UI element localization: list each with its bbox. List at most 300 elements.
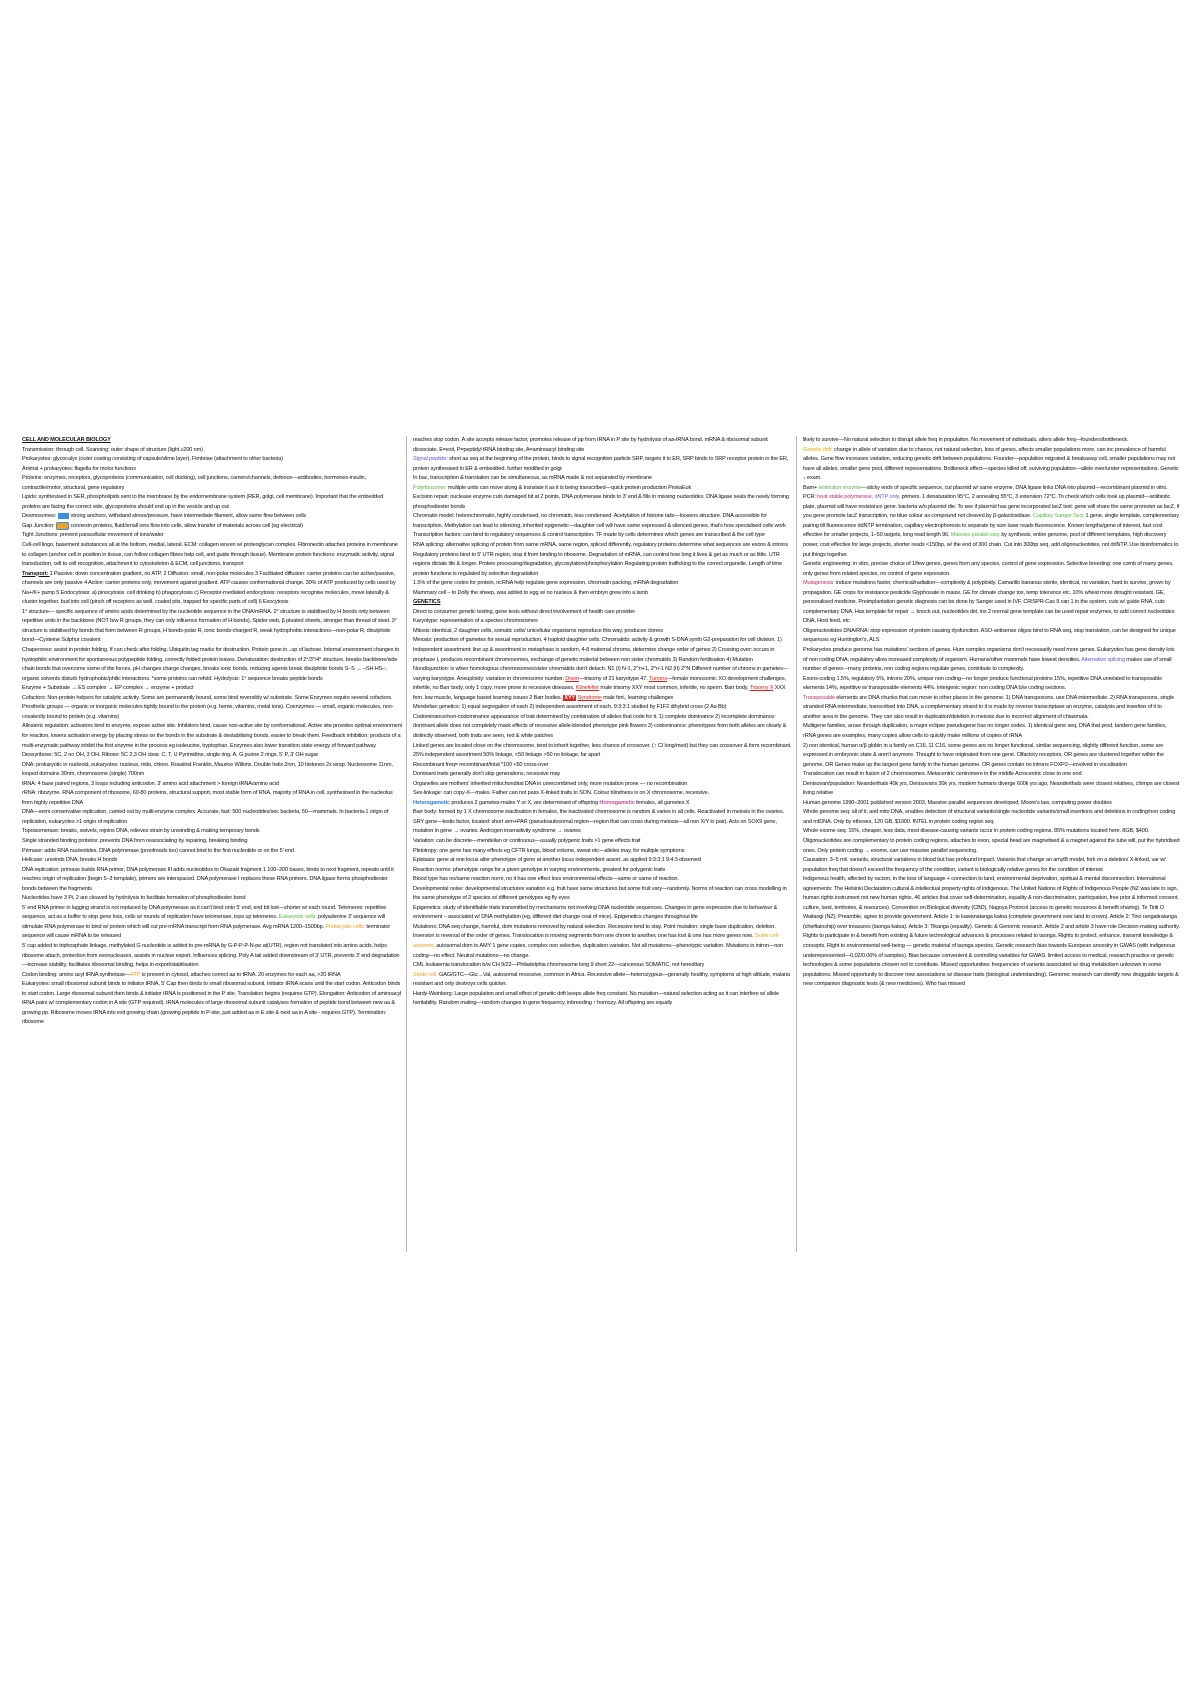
note-paragraph (413, 636, 792, 665)
note-b-text: Hardy-Weinberg: (413, 990, 455, 997)
note-b-text: Recombinant freq= recombinant/total *100 <50 cross-over (413, 761, 549, 768)
note-text: Large population and small effect of genetic drift keeps allele freq constant. No mutation—natural selection acting as it can interfere w/ allele heritability. Random mating—random changes in gene frequency, inbreeding ↑ homozy. All offspring are equally (413, 990, 779, 1007)
note-b-text: polygenic (557, 837, 581, 844)
note-paragraph (22, 837, 402, 847)
note-text: unwinds DNA, breaks H bonds (43, 857, 118, 864)
note-text: ribozyme. RNA component of ribosome, 60-80 proteins, structural support, most stable form of RNA, majority of RNA in cell, synthesised in the nucleolus from highly repetitive DNA (22, 790, 393, 806)
note-b-text: Acrocentric (1015, 771, 1042, 778)
note-paragraph (803, 627, 1180, 646)
note-paragraph (803, 856, 1180, 875)
note-c-orange-text: Sickle cell anaemia: (413, 933, 778, 949)
note-text: —trisomy of 21 karyotype 47. (578, 675, 649, 682)
note-c-red-text: Turners (648, 675, 667, 682)
note-text: production of gametes for sexual reproduction, 4 haploid daughter cells. Chromatids: activity & growth S-DNA synth G2-preparation for cell division. (433, 637, 778, 644)
note-paragraph (22, 474, 402, 493)
note-u-text: Topoisomerase: (22, 828, 60, 835)
note-paragraph (413, 627, 792, 637)
note-u-text: RNA splicing: (413, 542, 445, 549)
note-h-text: GENETICS (413, 599, 441, 606)
note-text: repetitive sequence, act as a buffer to stop gene loss, cells w/ rounds of replication have telomerase, tops up telomeres. (22, 904, 387, 921)
note-u-text: Feedback inhibition: (321, 732, 369, 739)
note-text: 5' end RNA primer in lagging strand is not replaced by DNA polymerase as it can't bind onto 5' end, end bit lost—shorter w/ each round. (22, 904, 338, 911)
note-u-text: Passive: (53, 570, 74, 577)
note-paragraph (413, 761, 792, 771)
note-text: Translocation can result in fusion of 2 chromosomes. (803, 771, 928, 778)
note-b-text: Prosthetic groups (22, 704, 63, 711)
note-u-text: Primase: (22, 847, 43, 854)
note-paragraph (803, 799, 1180, 809)
note-text: down concentration gradient, no ATP. 2 (73, 570, 168, 577)
note-text: INTEL in protein coding region seq. (912, 818, 995, 825)
note-paragraph (22, 808, 402, 827)
note-text: Non-protein helpers for catalytic activity. Some are permanently bound, some bind reversibly w/ substrate. Some Enzymes require several cofactors. (47, 694, 393, 701)
note-b-text: 5' cap added (22, 942, 54, 949)
note-u-text: Endocytosis: (60, 589, 91, 596)
note-b-text: 11nm (378, 761, 392, 768)
note-b-text: Codon binding: (22, 971, 59, 978)
note-c-magenta-text: heat stable polymerase, (817, 494, 874, 501)
note-text: one gene has many effects eg CFTR lungs, blood volume, sweat etc—alleles may, for multiple symptoms (439, 847, 685, 854)
note-h-text: CELL AND MOLECULAR BIOLOGY (22, 437, 111, 443)
note-u-text: Causation: (803, 857, 829, 864)
note-text: DNA—semi conservative replication, carried out by multi-enzyme complex. Accurate, fast: 500 nucleotides/sec bacteria, 50—mammals. In bacteria-1 origin of replication, eukaryotes >1 origin of replication (22, 809, 389, 825)
note-u-text: Genetic engineering: (803, 561, 852, 568)
note-paragraph (413, 579, 792, 589)
note-paragraph (413, 990, 792, 1009)
note-text: , 10 histones 2x wrap. Nucleosome (294, 761, 379, 768)
note-b-text: Aneuploidy: (456, 675, 485, 682)
note-b-text: Meiosis: (413, 637, 434, 644)
note-paragraph (22, 446, 402, 456)
note-b-text: FOXP2 (1050, 761, 1068, 768)
note-text: 1 gene, single template, complementary pairing till fluorescence ddNTP termination, capillary electrophoresis to separate by size laser reads fluorescence. Known lengths/gene of interest, fast cost effective for smaller projects, 1–50 targets, long read length 96. (803, 513, 1179, 539)
note-c-yellow-text: Genetic drift: (803, 446, 835, 453)
note-text: small, non-polar molecules 3 (189, 570, 260, 577)
note-u-text: Transcription factors: (413, 532, 462, 539)
note-text: carrier proteins only, movement against gradient. ATP causes conformational change. 30% of ATP produced by cells used by Na+/K+ pump 5 (22, 580, 396, 596)
note-text: study of identifiable traits transmitted by mechanisms not involving DNA nucleotide sequences. Changes in gene expression due to behaviour & environment – associated w/ DNA methylation (eg, different diet change coat of mice). Epigenetics changes throughout life (413, 904, 778, 921)
note-b-text: Whole exome seq: (803, 828, 849, 835)
note-text: terminator sequence will cause mRNA to be released (22, 923, 391, 940)
note-b-text: Lipids: (22, 494, 39, 501)
note-b-text: Mitosis: (413, 627, 433, 634)
note-paragraph (413, 971, 792, 990)
note-paragraph (22, 570, 402, 608)
note-text: to the correct organelle. (690, 561, 749, 568)
note-text: 15%, cheaper, less data, most disease-causing variants occur in protein coding regions. 85% mutations located here. 8GB, $400. Oligonucleotides are complementary to protein coding regions, attaches to exon, special bead are magnetised & a magnet against the tube will, put the hybridised ones. Only protein coding → exome, can use massive parallel sequencing. (803, 828, 1180, 854)
note-text: Animal + prokaryotes: flagella for motor functions (22, 465, 136, 472)
note-paragraph (803, 436, 1180, 446)
note-paragraph (22, 541, 402, 570)
note-b-text: Pleiotropy: (413, 847, 440, 854)
note-u-text: Oligonucleotides DNA/RNA: (803, 627, 869, 634)
note-paragraph (413, 484, 792, 494)
note-u-text: 3) Random fertilisation 4) Mutation (672, 656, 753, 663)
note-text: (II) 2^N Different number of chroms in gametes—varying karyotype. (413, 666, 789, 682)
note-text: products of a multi-enzymatic pathway inhibit the first enzyme in the process eg isoleucine, tryptophan. Enzymes also lower transition state energy of forward pathway (22, 732, 401, 749)
note-text: Blood type has no/same reaction norm, no it has one effect less environmental effects—same or same of reaction. (413, 876, 679, 883)
note-u-text: Diffusion: (167, 570, 190, 577)
note-paragraph (803, 827, 1180, 856)
note-u-text: Intergenic region: (936, 685, 978, 692)
note-text: 1 (49, 570, 54, 577)
note-c-green-text: Eukaryotic cells: (278, 914, 317, 921)
note-b-text: CRISPR-Cas 9 can 1 in the system, (1023, 599, 1108, 606)
note-paragraph (22, 980, 402, 1028)
note-text: heterochromatin, highly condensed, no chromatin, less condensed. Acetylation of histone tails—loosens structure. DNA accessible for transcription. Methylation can lead to silencing, inherited epigenetic—daughter cell will have same expressed & silenced genes, that's how specialised cells work (413, 513, 786, 529)
note-b-text: ECM: (184, 542, 200, 549)
note-u-text: Exocytosis (263, 599, 289, 606)
note-c-red-text: Klinefelter (575, 685, 600, 692)
note-text: alternative splicing of protein from same mRNA, same region, spliced differently, regulatory proteins determine what sequences are exons & introns (444, 542, 789, 549)
note-c-magenta-text: Transposable (803, 694, 835, 701)
note-text: , OR genes are clustered together within the genome. OR Genes make up the largest gene family in the human genome. OR genes contain no introns (803, 752, 1164, 768)
note-paragraph (413, 961, 792, 971)
note-b-text: Mendelian genetics: (413, 704, 462, 711)
note-b-text: 9:4:3 (665, 857, 678, 864)
note-paragraph (22, 904, 402, 942)
note-b-text: Epistasis: (413, 857, 437, 864)
note-u-text: Protein processing/degradation, (478, 561, 553, 568)
note-text: short aa seq at the beginning of the protein, binds to signal recognition particle SRP, targets it to ER, SRP binds to SRP receptor protein in the ER, protein synthesised in ER & embedded, further modified in golgi (413, 456, 789, 472)
note-paragraph (22, 722, 402, 751)
note-paragraph (22, 847, 402, 857)
note-b-text: Tight Junctions: (22, 532, 60, 539)
note-paragraph (803, 770, 1180, 780)
note-u-text: tandem (1114, 723, 1133, 730)
note-text: traits >1 gene effects trait (580, 837, 641, 844)
note-paragraph (413, 455, 792, 474)
note-text: Eukaryotes: small ribosomal subunit binds to initiator tRNA, 5' Cap then binds to small ribosomal subunit. Initiator tRNA scans until the start codon. Anticodon binds to start codon. Large ribosomal subunit then binds & initiator tRNA is positioned in the P site. (22, 981, 401, 997)
note-c-green-text: restriction enzyme (818, 484, 862, 491)
note-u-text: Missed opportunities: (940, 962, 991, 969)
note-text: non coding DNA b/w coding sections. (977, 685, 1066, 692)
note-paragraph (22, 789, 402, 808)
notes-page (22, 436, 1180, 1252)
note-text: appearance of trait determined by combination of alleles that code for it. 1) complete dominance 2) incomplete dominance: dominant allele does not completely mask effects of recessive allele-blended phenotype pink flowers 3) codominance: phenotypes from both alleles are clearly & distinctly observed, both traits are seen, red & white patches (413, 713, 787, 739)
note-text: likely to survive—No natural selection to disrupt allele freq in population. No movement of individuals, alters allele freq—founders/bottleneck. (803, 437, 1129, 443)
note-text: formed by 1 X chromosome inactivation in females, the inactivated chromosome is random & varies in all cells. Reactivated in meiosis in the ovaries. (438, 809, 785, 816)
note-b-text: 2nm (284, 761, 295, 768)
note-text: strong anchors, withstand stress/pressure, have intermediate filament, allow same flow between cells (69, 513, 307, 520)
note-u-text: 2) Crossing over: (711, 647, 752, 654)
note-b-text: Olfactory receptors (1016, 752, 1062, 759)
note-text: arose through duplication, a major eclipse pseudogene has no longer codes. 1) identical gene seq, DNA that prod. (847, 723, 1115, 730)
note-b-text: Denisovan/population: (803, 780, 857, 787)
note-b-text: XO (718, 675, 727, 682)
note-paragraph (22, 436, 402, 446)
note-paragraph (22, 512, 402, 522)
note-c-green-text: Polyribosome: (413, 484, 448, 491)
note-text: Transmission: through cell. Scanning: outer shape of structure (light ≥200 nm) (22, 446, 203, 453)
note-text: 1) equal segregation of each 2) independent assortment of each. 9:3:3:1 studied by F1F2 dihybrid cross (2 Aa Bb) (461, 704, 727, 711)
note-paragraph (413, 847, 792, 857)
note-paragraph (22, 780, 402, 790)
note-u-text: Facilitated diffusion: (259, 570, 306, 577)
note-paragraph (413, 856, 792, 866)
note-paragraph (22, 942, 402, 971)
note-text: glycosylation/phosphorylation (552, 561, 625, 568)
note-text: polyadenine 3' sequence will stimulate RNA polymerase to bind w/ protein which will cut pre-mRNA transcript from RNA polymerase. Avg mRNA 1200–1500bp. (22, 914, 385, 930)
note-u-text: Length of time protein functions is regulated by selective degradation (413, 561, 782, 577)
note-paragraph (803, 675, 1180, 694)
note-paragraph (803, 446, 1180, 484)
note-u-text: Telomeres: (337, 904, 364, 911)
note-text: Decision-making authority. Rights to participate in & benefit from existing & future technological advances & processes related to taonga. Rights to protect, enhance, transmit knowledge & concepts. Right to environmental well-being — genetic material of taonga species. (803, 923, 1180, 949)
note-text: affected by racism, in the loss of language + connection to land, environmental deprivation, spiritual & mental disconnection. International agreements: (803, 876, 1166, 892)
note-u-text: Single stranded binding proteins: (22, 837, 99, 844)
note-b-text: Developmental noise: (413, 885, 466, 892)
note-text: — small, organic molecules, non-covalently bound to protein (e.g. vitamins) (22, 704, 394, 720)
note-text: can bind to regulatory sequences & control transcription. TF made by cells determines which genes are transcribed & the cell type (461, 532, 765, 539)
note-paragraph (413, 512, 792, 531)
note-b-text: 30nm (60, 771, 75, 778)
note-b-text: Sex-linkage: (413, 790, 444, 797)
note-text: carrier proteins can be active/passive, channels are only passive 4 (22, 570, 395, 587)
column-1 (22, 436, 406, 1252)
note-u-text: Selective breeding: (1066, 561, 1112, 568)
note-text: Neanderthals 40k yrs, Denisovans 30k yrs, modern humans diverge 600k yrs ago, Neanderthals were closest relatives, chimps are closest living relative (803, 780, 1180, 797)
note-b-text: Reaction norms: (413, 866, 453, 873)
note-b-text: rRNA: (22, 790, 38, 797)
note-h-text: Transport: (22, 570, 50, 577)
note-text: occurs in prophase I, produces recombinant chromosomes, exchange of genetic material between non sister chromatids (413, 647, 775, 663)
note-paragraph (413, 866, 792, 876)
note-text: Enzyme + Substrate → ES complex → EP complex → enzyme + product (22, 685, 194, 692)
note-paragraph (22, 684, 402, 694)
note-paragraph (803, 646, 1180, 675)
note-paragraph (413, 551, 792, 580)
note-u-text: recessive. (685, 790, 710, 797)
note-paragraph (803, 875, 1180, 990)
note-text: identical, 2 daughter cells, somatic cells/ unicellular organisms reproduce this way, produces clones (432, 627, 663, 634)
note-u-text: Helicase: (22, 857, 44, 864)
note-c-blue-text: Heterogametic (413, 799, 450, 806)
note-text: reaches stop codon. A site accepts release factor, promotes release of pp from tRNA in P site by hydrolysis of aa-tRNA bond. mRNA & ribosomal subunit dissociate. (413, 437, 768, 453)
note-c-magenta-text: Mutagenesis: (803, 580, 835, 587)
note-c-purple-text: dNTP only, (874, 494, 901, 501)
note-text: 1° structure— specific sequence of amino acids determined by the nucleotide sequence in the DNA/mRNA. 2° structure is stabilised by H bonds only between repetitive units in the backbone (NOT b/w R groups, they can only influence formation of H bonds). Spider web, β pleated sheets, stronger than thread of steel. 3° structure is stabilised by bonds that form between R groups, H bonds-polar R, ionic bonds-charged R, weak hydrophobic interactions—non-polar R, disulphide bond—Cysteine Sulphur covalent (22, 608, 397, 644)
note-b-text: Article 2: (1109, 914, 1131, 921)
note-text: DNA: prokaryotic in nucleoid, eukaryotes: nucleus, mito, chloro. Rosalind Franklin, Maurice Wilkins. Double helix (22, 761, 285, 768)
note-text: phenotypic range for a given genotype in varying environments, greatest for polygenic traits (452, 866, 666, 873)
note-c-red-text: Syndrome (577, 694, 602, 701)
note-b-text: N2 (665, 666, 672, 673)
note-paragraph (413, 923, 792, 961)
note-text: Direct to consumer genetic testing, gene tests without direct involvement of health care provider (413, 608, 636, 615)
note-paragraph (22, 694, 402, 723)
note-b-text: N1 (607, 666, 615, 673)
note-text: Linked genes are located close on the chromosome, tend to inherit together, less chance of crossover. (↑ CI long/med) but they can crossover & form recombinant. 25% independent assortment 50% linkage, <50 linkage >50 no linkage, far apart (413, 742, 792, 759)
note-c-purple-text: Alternative splicing (1081, 656, 1125, 663)
note-hl-orange-text: ● (56, 522, 69, 530)
note-text: —involved in vocalisation (1067, 761, 1127, 768)
note-paragraph (803, 484, 1180, 560)
note-b-text: 700nm (127, 771, 145, 778)
note-b-text: E=exit, P=peptidyl tRNA binding site, A=aminoacyl binding site (439, 446, 585, 453)
note-paragraph (413, 617, 792, 627)
note-text: Dominant traits generally don't skip generations, recessive may (413, 771, 561, 778)
note-paragraph (22, 894, 402, 904)
note-text: Cell-cell lingo, basement substances all at the bottom, medial, lateral. (22, 542, 185, 549)
note-text: Tino rangatiratanga (chieftainship) over treasures (taonga katoa). Article 3: Tikanga (equality). (803, 914, 1177, 930)
note-paragraph (413, 713, 792, 742)
note-b-text: Mutations: (413, 923, 439, 930)
note-text: observed (677, 857, 701, 864)
note-text: (proofreads too) cannot bind to the first nucleotide or on the 5' end (139, 847, 294, 854)
note-b-text: Desmosomes: (22, 513, 58, 520)
note-u-text: 1) Independent assortment: (413, 637, 782, 654)
note-paragraph (22, 827, 402, 837)
note-hl-red-text: XYY (564, 694, 576, 701)
note-u-text: Allosteric regulation: (22, 723, 71, 730)
note-text: Mammary cell – to Dolly the sheep, was added to egg w/ no nucleus & then embryo grew into a lamb (413, 589, 648, 596)
note-text: adds RNA nucleotides. (42, 847, 100, 854)
note-u-text: Regulating protein trafficking (624, 561, 691, 568)
note-text: connexin proteins, fluid/small ions flow into cells, allow transfer of materials across cell (eg electrical) (69, 522, 303, 529)
note-b-text: Epigenetics: (413, 904, 444, 911)
note-text: — organic or inorganic molecules tightly bound to the protein (e.g. heme, vitamins, metal ions). (62, 704, 286, 711)
note-paragraph (413, 493, 792, 512)
note-text: variation in chromosome number. (484, 675, 566, 682)
note-text: cultural & intellectual property rights of indigenous. The United Nations of Rights of Indigenous People (NZ was late to sign, human rights instrument not new human rights, 46 articles that cover self-determination, equality & non-discrimination, participation, free prior & informed consent, culture, land, territories, & resources). (803, 885, 1179, 911)
note-text: can control how long it lives & get as much or as little. UTR regions dictate life & longer. (413, 551, 780, 568)
note-paragraph (413, 885, 792, 904)
note-text: Exons-coding 1.5%, regulatory 5%, introns 20%, unique non coding—no longer produce functional proteins 15%, repetitive DNA unrelated to transposable elements 14%, repetitive w/ transposable elements 44%. (803, 675, 1163, 692)
note-text: begins (requires GTP). Elongation: Anticodon of aminoacyl tRNA pairs w/ complementary codon in A site (GTP required). tRNA molecules of large ribosomal subunit catalyses formation of peptide bond between new aa & growing pp. Ribosome moves tRNA into exit growing chain (growing peptide in P-site, just added aa in E site & next aa in A site - requires GTP). Termination: ribosome (22, 990, 402, 1026)
note-paragraph (803, 560, 1180, 579)
note-text: prevent paracellular movement of ions/water (59, 532, 164, 539)
note-text: multiple units can move along & translate it as it is being transcribed—quick protein production ProkaEuk (447, 484, 692, 491)
note-text: in vitro, precise choice of 1/few genes, genes from any species, control of gene expression. (851, 561, 1067, 568)
note-c-red-text: Down (565, 675, 579, 682)
note-text: , looped domains (22, 761, 393, 778)
note-paragraph (22, 522, 402, 532)
note-text: Organelles are mothers' inherited mitochondrial DNA in unrecombined only, more mutation prone — no recombination (413, 780, 688, 787)
note-text: breaks, swivels, rejoins DNA, relieves strain by unwinding & making temporary bonds (59, 828, 260, 835)
note-text: 4 base paired regions, 3 loops including anticodon. 3' amino acid attachment > foreign tRNA/amino acid (37, 780, 279, 787)
note-u-text: Regulatory proteins (413, 551, 459, 558)
note-text: is present in cytosol, attaches correct aa to tRNA. 20 enzymes for each aa, >20 tRNA (140, 971, 341, 978)
note-paragraph (803, 780, 1180, 799)
note-paragraph (22, 856, 402, 866)
note-b-text: Proteins: (22, 475, 45, 482)
note-text: one comb of many genes, only genes from related species, no control of gene expression. (803, 561, 1174, 577)
note-text: induce mutations faster, chemical/radiation—complexity & polyploidy. Camarillo bananas sterile, identical, no variation, hard to survive, grown by propagation. GE crops for resistance pesticide Glyphosate in maize, GE for climate change tox, temp tolerance etc. 10% wheat more drought resistant. GE, personalised medicine. Preimplantation genetic diagnosis can be done by Sanger used in IVF. (803, 580, 1171, 606)
note-u-text: Deoxyribose: (22, 752, 53, 759)
note-b-text: Genetic research (995, 942, 1036, 949)
note-text: Prokaryotes: glycocalyx (outer coating consisting of capsule/slime layer). Fimbriae (attachment to other bacteria) (22, 456, 283, 463)
note-b-text: Te Tiriti O Waitangi (NZ): (803, 904, 1164, 921)
note-b-text: Indigenous health, (803, 876, 848, 883)
note-text: all of it, and mito DNA, enables detection of structural variants/single nucleotide variants/small insertions and deletions in coding/non coding and mtDNA. Only by etheses, 120 GB, $1900. (803, 809, 1176, 825)
note-text: Nondisjunction: is when homologous chromosomes/sister chromatids don't detach. (413, 666, 608, 673)
note-text: fem. low muscle, language based learning issues 2 Barr bodies. (413, 694, 564, 701)
note-text: te kawanatanga katoa (complete government over land to crown). (953, 914, 1110, 921)
note-b-text: SRY gene (413, 818, 438, 825)
note-paragraph (413, 665, 792, 703)
note-paragraph (413, 780, 792, 790)
note-u-text: 5' P, 3' OH sugar (279, 752, 319, 759)
note-text: synthesised in SER, phospholipids sent to the membrane by the endomembrane system (RER, golgi, cell membrane). Important that the embedded proteins are facing the correct side, glycoproteins should end up in the vesicle and up out (22, 494, 384, 510)
note-text: (access to genetic resources & benefit sharing). (1028, 904, 1142, 911)
note-u-text: amino acyl tRNA synthetase— (58, 971, 131, 978)
note-text: Nucleotides have 3 Pi, 2 are cleaved by hydrolysis to facilitate formation of phosphodiester bond (22, 895, 246, 902)
note-text: —testis factor, located: short arm+PAR (pseudoautosomal region—region that can cross during meiosis—all non X/Y lo pair). Acts on SOX9 gene, mutation in gene → ovaries. Androgen insensitivity syndrome → ovaries (413, 818, 777, 835)
note-text: Preamble, agree to provide government. (836, 914, 934, 921)
note-paragraph (803, 694, 1180, 723)
note-paragraph (413, 436, 792, 455)
note-text: developmental structures variation e.g. fruit have same structures but some fruit vary—randomly. Norms of reaction can cross modelling in the same phenotype of 2 species w/ different genotypes eg fly eyes (413, 885, 787, 902)
note-b-text: Genetic & Genomic research. Article 2 and article 3 have role (974, 923, 1117, 930)
note-paragraph (413, 875, 792, 885)
note-c-orange-text: Sickle cell: (413, 971, 440, 978)
note-paragraph (413, 742, 792, 761)
note-text: bind to 5' UTR region, stop it from binding to ribosome. (458, 551, 589, 558)
note-text: enzymes, receptors, glycoproteins (communication, cell docking), cell junctions, carriers/channels, defence—antibodies, hormones-insulin, contractile/motor, structural, gene regulatory (22, 475, 366, 491)
note-text: activators bind to enzyme, expose active site. Inhibitors bind, cause non-active site by conformational. Active site provides optimal environment for reaction, lowers activation energy by placing stress on the bonds in the substrate & destabilising bonds, easier to break them. (22, 723, 402, 739)
note-text: receptors recognise molecules, move laterally & cluster together, bud into cell (pinch off receptors as well, coated pits, trapped for specific parts of cell) 6 (22, 589, 389, 606)
note-b-text: Article 1: (933, 914, 954, 921)
note-text: 3–5 mil. variants, structural variations in blood but has profound impact. Variants that change an amylB model, fork on a deletion/ X-linked, var w/ population freq that doesn't exceed the frequency of the condition, variant is biologically relative genes for the condition of interest (803, 857, 1166, 873)
note-text: 5C, 2 no OH, 3 OH. Ribose: 5C 2,3 OH clear. C, T, U Pyrimidine, single ring. A, G purine 2 rings. (52, 752, 280, 759)
note-b-text: Chaperones: (22, 647, 54, 654)
note-text: collagen woven w/ proteoglycan complex. (199, 542, 298, 549)
note-paragraph (803, 579, 1180, 627)
note-paragraph (413, 541, 792, 551)
note-text: can be discrete—mendelian or continuous—usually (436, 837, 558, 844)
note-b-text: Excision repair: (413, 494, 451, 501)
note-text: by synthesis, entire genome, pool of different templates, high discovery power, cost effective for large projects, shorter reads <150bp, w/ the end of 300 chain. Cut into 300bp seq, add oligonucleotides, not ddNTP. Use bioinformatics to put things together. (803, 532, 1179, 558)
note-paragraph (22, 455, 402, 465)
note-text: —sticky ends of specific sequence, cut plasmid w/ same enzyme. DNA ligase links DNA into plasmid—recombinant plasmid in vitro. (861, 484, 1168, 491)
note-b-text: Convention on Biological diversity (CBD), Nagoya Protocol (891, 904, 1029, 911)
note-c-red-text: Trisomy X (749, 685, 774, 692)
note-b-text: Barr body: (413, 809, 439, 816)
note-text: Human genome 1990–2001 published version 2003, Massive parallel sequences developed, Moore's law, computing power doubles (803, 799, 1112, 806)
note-text: makes use of small number of genes—many proteins, non coding regions regulate genes, contribute to complexity. (803, 656, 1172, 673)
note-paragraph (803, 808, 1180, 827)
note-b-text: Gap Junction: (22, 522, 56, 529)
note-c-orange-text: Prokaryotic cells: (325, 923, 365, 930)
note-b-text: Whole genome seq: (803, 809, 852, 816)
note-paragraph (413, 789, 792, 799)
note-paragraph (22, 465, 402, 475)
note-paragraph (413, 703, 792, 713)
note-c-purple-text: Signal peptide: (413, 456, 450, 463)
note-paragraph (22, 646, 402, 684)
note-c-green-text: Massive parallel seq: (950, 532, 1002, 539)
note-u-text: Fibronectin (297, 542, 324, 549)
note-paragraph (413, 474, 792, 484)
note-paragraph (413, 837, 792, 847)
note-b-text: The Helsinki Declaration (833, 885, 891, 892)
note-text: cuts w/ guide RNA, cuts complementary DNA. Has template for repair → knock out, nucleotides del, ins 2 normal gene template can be used repair enzymes, to add correct nucleotides: DNA, Host feed, etc (803, 599, 1176, 625)
note-c-pink-text: Homogametic (599, 799, 635, 806)
note-paragraph (22, 531, 402, 541)
note-text: a) pinocytosis: cell drinking b) phagocytosis c) (90, 589, 200, 596)
note-text: development challenges, infertile, no Barr body, only 1 copy, more prone to recessive diseases. (413, 675, 786, 692)
note-text: gene at one locus alter phenotype of gene at another locus independent assort, as applied 9:3:3:1 (436, 857, 666, 864)
note-text: elements are DNA chunks that can move to other places in the genome. 1) DNA transposons, use DNA intermediate. 2) RNA transposons, single stranded RNA intermediate, transcribed into DNA, a complementary strand to it is made by reverse transcriptase an enzyme, catalysis and insertion of it to another area in the genome. They can also result in duplication/deletion in meiosis due to incorrect alignment of chiasmata. (803, 694, 1174, 720)
note-c-orange-text: ATP (130, 971, 141, 978)
column-2 (406, 436, 796, 1252)
note-text: (I) N-1, 2^n+1, 2^n-1 (614, 666, 666, 673)
note-text: females, all gametes X (634, 799, 690, 806)
note-u-text: Active: (88, 580, 104, 587)
note-text: attaches proteins in membrane to collagen (anchor cell in position in tissue, can follow collagen fibres help cell, and guide through tissue). Membrane protein functions: enzymatic activity, signal transduction, cell to cell recognition, attachment to cytoskeleton & ECM, cell junctions, transport (22, 542, 398, 568)
note-paragraph (413, 608, 792, 618)
